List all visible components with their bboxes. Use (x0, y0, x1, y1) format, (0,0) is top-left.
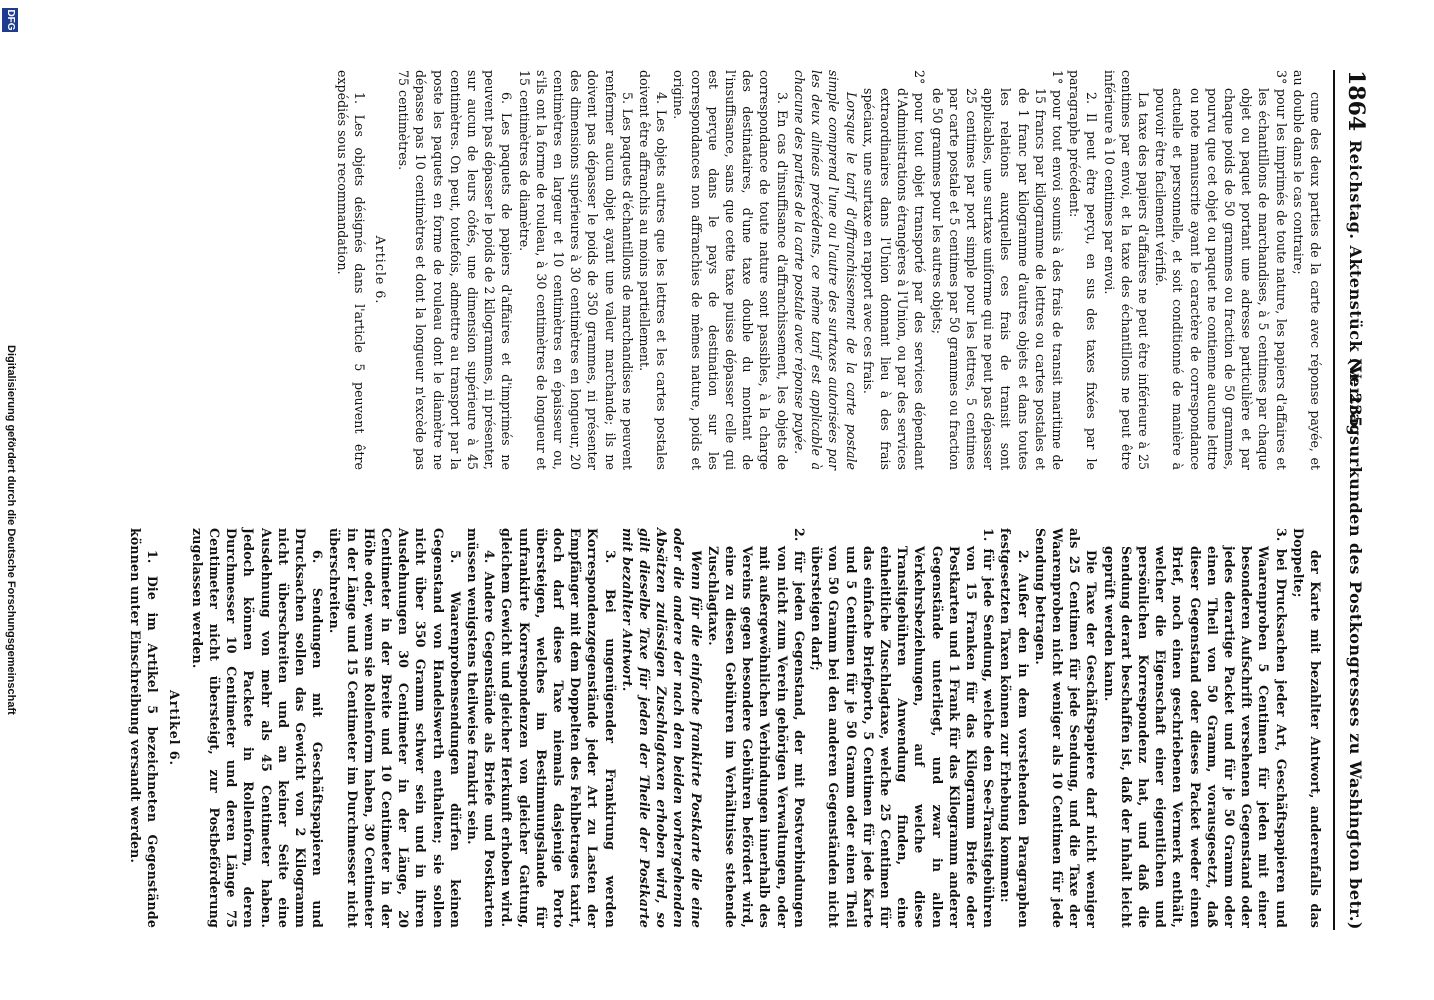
dfg-logo: DFG (2, 8, 18, 32)
paragraph: 5. Les paquets d'échantillons de marchandises ne peuvent renfermer aucun objet ayant une valeur marchande; ils ne doivent pas dépasser le poids de 350 grammes, ni présenter des dimensions supérieures à 30 centimètres en longueur, 20 centimètres en largeur et 10 centimètres en épaisseur ou, s'ils ont la forme de rouleau, à 30 centimètres de longueur et 15 centimètres de diamètre. (516, 70, 635, 470)
paragraph: der Karte mit bezahlter Antwort, anderenfalls das Doppelte; (1290, 528, 1323, 928)
paragraph: 2. Il peut être perçu, en sus des taxes fixées par le paragraphe précédent: (1067, 70, 1100, 470)
german-column (127, 528, 1324, 928)
paragraph: 3. bei Drucksachen jeder Art, Geschäftspapieren und Waarenproben 5 Centimen für jeden mit einer besonderen Aufschrift versehenen Gegenstand oder jedes derartige Packet und für je 50 Gramm oder einen Theil von 50 Gramm, vorausgesetzt, daß dieser Gegenstand oder dieses Packet weder einen Brief, noch einen geschriebenen Vermerk enthält, welcher die Eigenschaft einer eigentlichen und persönlichen Korrespondenz hat, und daß die Sendung derart beschaffen ist, daß der Inhalt leicht geprüft werden kann. (1101, 528, 1289, 928)
paragraph: 2. für jeden Gegenstand, der mit Postverbindungen von nicht zum Verein gehörigen Verwaltungen, oder mit außergewöhnlichen Verbindungen innerhalb des Vereins gegen besondere Gebühren befördert wird, eine zu diesen Gebühren im Verhältnisse stehende Zuschlagtaxe. (705, 528, 807, 928)
page-number: 1864 (1343, 70, 1369, 132)
page-header (1335, 70, 1369, 930)
article-heading: Article 6. (373, 235, 389, 305)
paragraph: 3. Bei ungenügender Frankirung werden Korrespondenzgegenstände jeder Art zu Lasten der Empfänger mit dem Doppelten des Fehlbetrages taxirt, doch darf diese Taxe niemals dasjenige Porto übersteigen, welches im Bestimmungslande für unfrankirte Korrespondenzen von gleicher Gattung, gleichem Gewicht und gleicher Herkunft erhoben wird. (499, 528, 618, 928)
paragraph: 1. Die im Artikel 5 bezeichneten Gegenstände können unter Einschreibung versandt werden. (128, 528, 161, 928)
paragraph: 4. Andere Gegenstände als Briefe und Postkarten müssen wenigstens theilweise frankirt sein. (465, 528, 498, 928)
paragraph: Die Taxe der Geschäftspapiere darf nicht weniger als 25 Centimen für jede Sendung, und die Taxe der Waarenproben nicht weniger als 10 Centimen für jede Sendung betragen. (1032, 528, 1100, 928)
credit-text: Digitalisierung gefördert durch die Deutsche Forschungsgemeinschaft (5, 345, 17, 715)
paragraph: Wenn für die einfache frankirte Postkarte die eine oder die andere der nach den beiden vorhergehenden Absätzen zulässigen Zuschlagtaxen erhoben wird, so gilt dieselbe Taxe für jeden der Theile der Postkarte mit bezahlter Antwort. (619, 528, 704, 928)
paragraph: 2. Außer den in dem vorstehenden Paragraphen festgesetzten Taxen können zur Erhebung kommen: (998, 528, 1031, 928)
running-subtitle: (Vertragsurkunden des Postkongresses zu Washington betr.) (1346, 357, 1365, 930)
paragraph: cune des deux parties de la carte avec réponse payée, et au double dans le cas contraire; (1290, 70, 1323, 470)
french-column (333, 70, 1324, 470)
paragraph: 3° pour les imprimés de toute nature, les papiers d'affaires et les échantillons de marchandises, à 5 centimes par chaque objet ou paquet portant une adresse particulière et par chaque poids de 50 grammes ou fraction de 50 grammes, pourvu que cet objet ou paquet ne contienne aucune lettre ou note manuscrite ayant le caractère de correspondance actuelle et personnelle, et soit conditionné de manière à pouvoir être facilement vérifié. (1153, 70, 1289, 470)
paragraph: 6. Sendungen mit Geschäftspapieren und Drucksachen sollen das Gewicht von 2 Kilogramm nicht überschreiten und an keiner Seite eine Ausdehnung von mehr als 45 Centimeter haben. Jedoch können Packete in Rollenform, deren Durchmesser 10 Centimeter und deren Länge 75 Centimeter nicht übersteigt, zur Postbeförderung zugelassen werden. (189, 528, 326, 928)
paragraph: Lorsque le tarif d'affranchissement de la carte postale simple comprend l'une ou l'autre des surtaxes autorisées par les deux alinéas précédents, ce même tarif est applicable à chacune des parties de la carte postale avec réponse payée. (791, 70, 859, 470)
paragraph: La taxe des papiers d'affaires ne peut être inférieure à 25 centimes par envoi, et la taxe des échantillons ne peut être inférieure à 10 centimes par envoi. (1101, 70, 1151, 470)
article-heading: Artikel 6. (166, 689, 182, 767)
paragraph: 4. Les objets autres que les lettres et les cartes postales doivent être affranchis au moins partiellement. (637, 70, 670, 470)
paragraph: 5. Waarenprobensendungen dürfen keinen Gegenstand von Handelswerth enthalten; sie sollen nicht über 350 Gramm schwer sein und in ihren Ausdehnungen 30 Centimeter in der Länge, 20 Centimeter in der Breite und 10 Centimeter in der Höhe oder, wenn sie Rollenform haben, 30 Centimeter in der Länge und 15 Centimeter im Durchmesser nicht überschreiten. (327, 528, 463, 928)
paragraph: 1° pour tout envoi soumis à des frais de transit maritime de 15 francs par kilogramme de lettres ou cartes postales et de 1 franc par kilogramme d'autres objets et dans toutes les relations auxquelles ces frais de transit sont applicables, une surtaxe uniforme qui ne peut pas dépasser 25 centimes par port simple pour les lettres, 5 centimes par carte postale et 5 centimes par 50 grammes ou fraction de 50 grammes pour les autres objets; (929, 70, 1065, 470)
paragraph: 6. Les paquets de papiers d'affaires et d'imprimés ne peuvent pas dépasser le poids de 2 kilogrammes, ni présenter, sur aucun de leurs côtés, une dimension supérieure à 45 centimètres. On peut, toutefois, admettre au transport par la poste les paquets en forme de rouleau dont le diamètre ne dépasse pas 10 centimètres et dont la longueur n'excède pas 75 centimètres. (396, 70, 515, 470)
paragraph: 1. für jede Sendung, welche den See-Transitgebühren von 15 Franken für das Kilogramm Briefe oder Postkarten und 1 Frank für das Kilogramm anderer Gegenstände unterliegt, und zwar in allen Verkehrsbeziehungen, auf welche diese Transitgebühren Anwendung finden, eine einheitliche Zuschlagtaxe, welche 25 Centimen für das einfache Briefporto, 5 Centimen für jede Karte und 5 Centimen für je 50 Gramm oder einen Theil von 50 Gramm bei den anderen Gegenständen nicht übersteigen darf; (809, 528, 997, 928)
paragraph: 2° pour tout objet transporté par des services dépendant d'Administrations étrangères à l'Union, ou par des services extraordinaires dans l'Union donnant lieu à des frais spéciaux, une surtaxe en rapport avec ces frais. (860, 70, 928, 470)
running-title: Reichstag. Aktenstück Nr. 235. (1346, 140, 1365, 434)
paragraph: 3. En cas d'insuffisance d'affranchissement, les objets de correspondance de toute nature sont passibles, à la charge des destinataires, d'une taxe double du montant de l'insuffisance, sans que cette taxe puisse dépasser celle qui est perçue dans le pays de destination sur les correspondances non affranchies de mêmes nature, poids et origine. (671, 70, 790, 470)
header-rule (1333, 70, 1335, 930)
digitization-credit (0, 0, 20, 1000)
paragraph: 1. Les objets désignés dans l'article 5 peuvent être expédiés sous recommandation. (334, 70, 367, 470)
